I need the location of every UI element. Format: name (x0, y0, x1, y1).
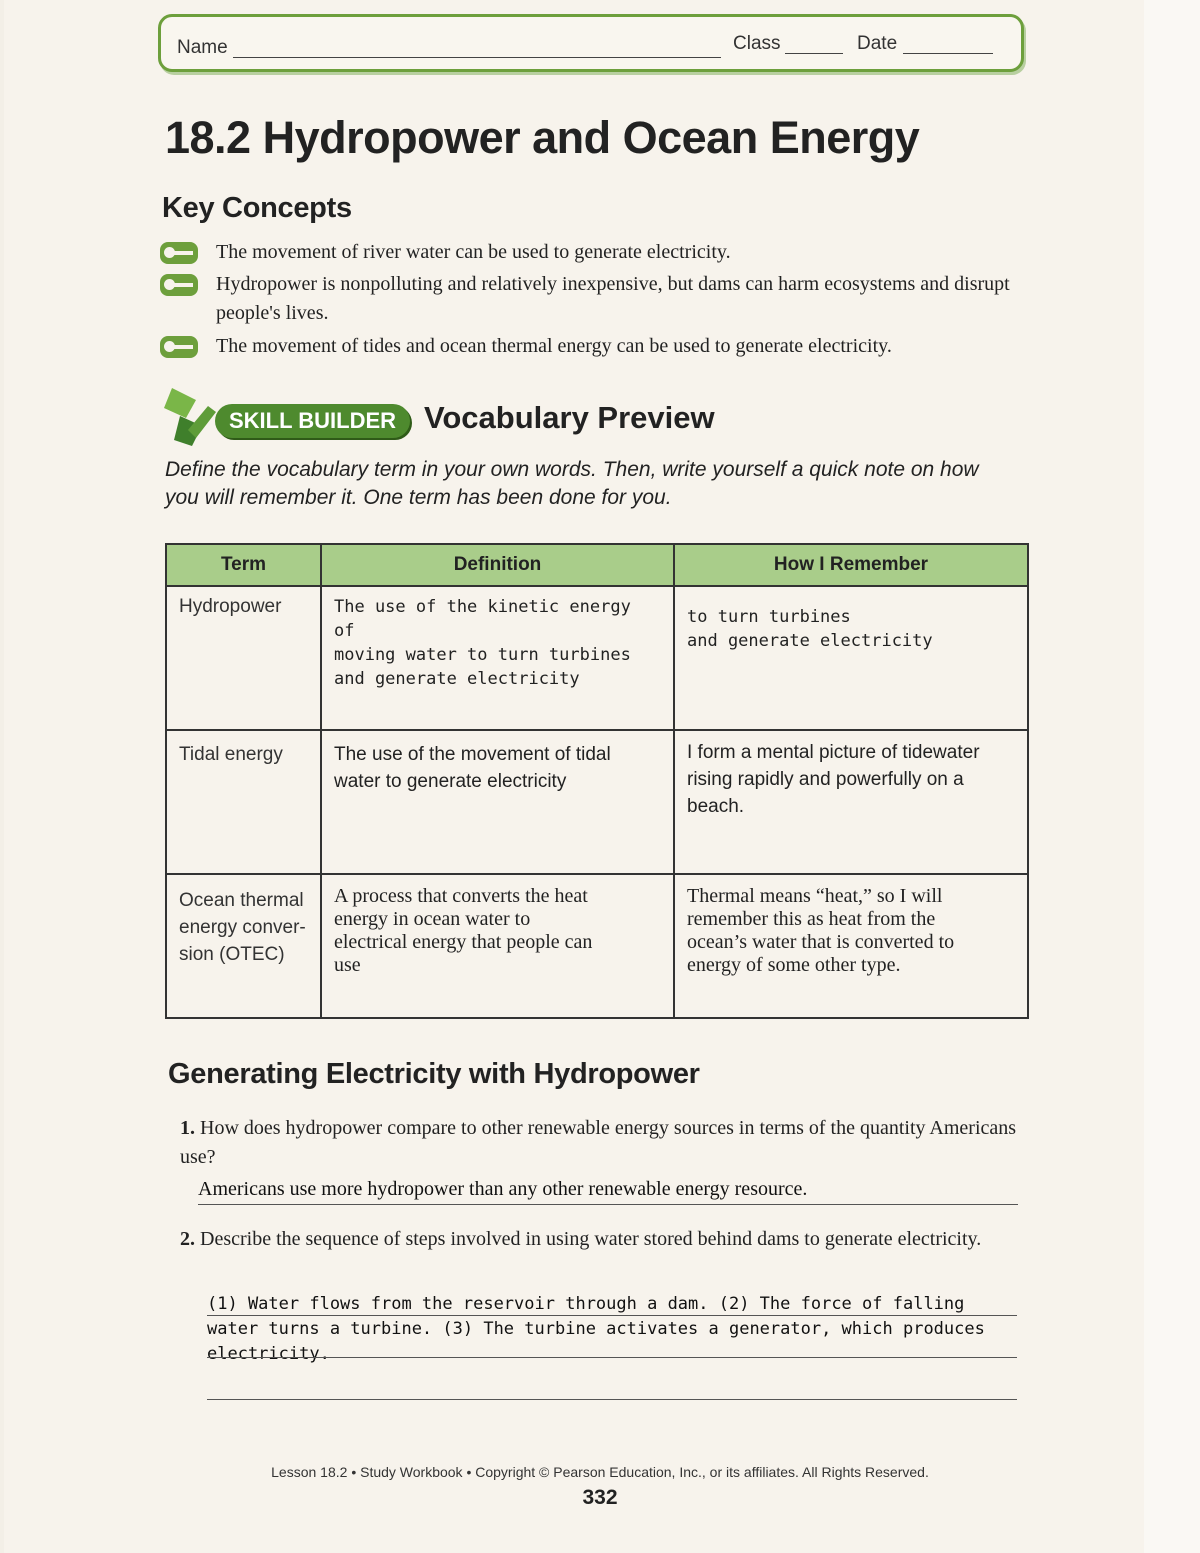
header-bar (158, 14, 1024, 72)
key-concept-text: The movement of tides and ocean thermal energy can be used to generate electricity. (216, 335, 892, 357)
question-2 (180, 1225, 1030, 1254)
skill-builder-badge: SKILL BUILDER (215, 404, 410, 438)
question-number: 1. (180, 1117, 195, 1139)
table-header-row (166, 544, 1028, 586)
class-label: Class (733, 33, 781, 54)
definition-cell[interactable]: The use of the kinetic energy of moving water to turn turbines and generate electricity (321, 586, 674, 730)
definition-cell[interactable]: A process that converts the heat energy in ocean water to electrical energy that people can use (321, 874, 674, 1018)
section-title: Vocabulary Preview (424, 400, 715, 435)
vocabulary-table (165, 543, 1029, 1019)
page-margin (1144, 0, 1200, 1553)
answer-line (207, 1357, 1017, 1358)
remember-cell[interactable]: Thermal means “heat,” so I will remember this as heat from the ocean’s water that is converted to energy of some other type. (674, 874, 1028, 1018)
term-cell: Ocean thermal energy conver- sion (OTEC) (166, 874, 321, 1018)
answer-2[interactable]: (1) Water flows from the reservoir through a dam. (2) The force of falling water turns a turbine. (3) The turbine activates a generator, which produces electricity. (207, 1294, 985, 1364)
answer-line (207, 1399, 1017, 1400)
remember-cell[interactable]: to turn turbines and generate electricity (674, 586, 1028, 730)
definition-cell: The use of the movement of tidal water to generate electricity (321, 730, 674, 874)
column-header: Definition (321, 544, 674, 586)
table-row (166, 874, 1028, 1018)
name-field[interactable] (233, 57, 721, 58)
table-row (166, 586, 1028, 730)
term-cell: Tidal energy (166, 730, 321, 874)
name-label: Name (177, 37, 228, 58)
pencil-icon (162, 386, 218, 454)
date-label: Date (857, 33, 898, 54)
key-concept-text: Hydropower is nonpolluting and relatively inexpensive, but dams can harm ecosystems and disrupt people's lives. (216, 273, 1010, 324)
table-row (166, 730, 1028, 874)
page-number: 332 (582, 1486, 618, 1509)
footer-copyright: Lesson 18.2 • Study Workbook • Copyright © Pearson Education, Inc., or its affiliates. All Rights Reserved. (271, 1464, 929, 1480)
answer-1[interactable]: Americans use more hydropower than any other renewable energy resource. (198, 1178, 808, 1200)
page-title: 18.2 Hydropower and Ocean Energy (165, 112, 920, 163)
section-heading: Generating Electricity with Hydropower (168, 1058, 700, 1090)
date-field[interactable] (903, 53, 993, 54)
question-1 (180, 1114, 1030, 1172)
term-cell: Hydropower (166, 586, 321, 730)
key-icon (160, 242, 198, 264)
question-text: How does hydropower compare to other renewable energy sources in terms of the quantity Americans use? (180, 1117, 1017, 1168)
column-header: How I Remember (674, 544, 1028, 586)
remember-cell: I form a mental picture of tidewater rising rapidly and powerfully on a beach. (674, 730, 1028, 874)
key-icon (160, 336, 198, 358)
instructions: Define the vocabulary term in your own words. Then, write yourself a quick note on how you will remember it. One term has been done for you. (165, 458, 979, 509)
question-text: Describe the sequence of steps involved in using water stored behind dams to generate electricity. (200, 1228, 982, 1250)
key-concepts-heading: Key Concepts (162, 192, 352, 224)
class-field[interactable] (785, 53, 843, 54)
key-concept-text: The movement of river water can be used to generate electricity. (216, 241, 731, 263)
answer-line (198, 1204, 1018, 1205)
answer-line (207, 1315, 1017, 1316)
key-icon (160, 274, 198, 296)
question-number: 2. (180, 1228, 195, 1250)
column-header: Term (166, 544, 321, 586)
